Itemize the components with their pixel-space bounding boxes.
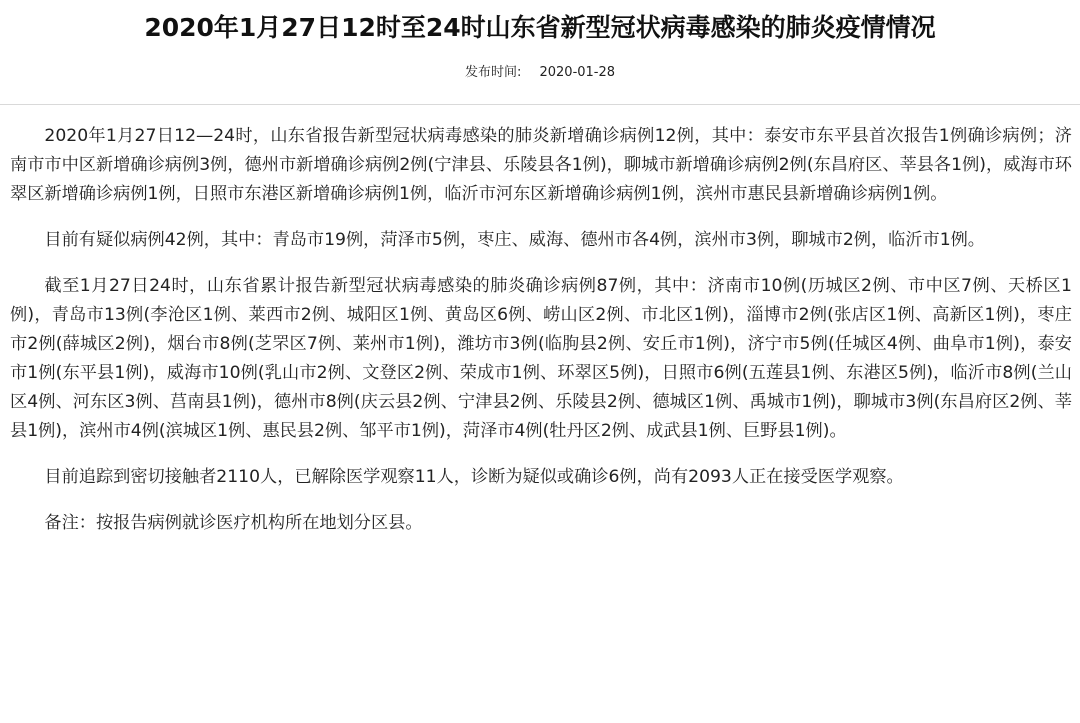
article-title: 2020年1月27日12时至24时山东省新型冠状病毒感染的肺炎疫情情况 bbox=[144, 13, 936, 42]
paragraph-cumulative-cases: 截至1月27日24时，山东省累计报告新型冠状病毒感染的肺炎确诊病例87例，其中：济南市10例(历城区2例、市中区7例、天桥区1例)，青岛市13例(李沧区1例、莱西市2例、城阳区1例、黄岛区6例、崂山区2例、市北区1例)，淄博市2例(张店区1例、高新区1例)，枣庄市2例(薛城区2例)，烟台市8例(芝罘区7例、莱州市1例)，潍坊市3例(临朐县2例、安丘市1例)，济宁市5例(任城区4例、曲阜市1例)，泰安市1例(东平县1例)，威海市10例(乳山市2例、文登区2例、荣成市1例、环翠区5例)，日照市6例(五莲县1例、东港区5例)，临沂市8例(兰山区4例、河东区3例、莒南县1例)，德州市8例(庆云县2例、宁津县2例、乐陵县2例、德城区1例、禹城市1例)，聊城市3例(东昌府区2例、莘县1例)，滨州市4例(滨城区1例、惠民县2例、邹平市1例)，菏泽市4例(牡丹区2例、成武县1例、巨野县1例)。 bbox=[10, 276, 1072, 441]
paragraph-close-contacts: 目前追踪到密切接触者2110人，已解除医学观察11人，诊断为疑似或确诊6例，尚有2093人正在接受医学观察。 bbox=[44, 467, 904, 487]
header-divider bbox=[0, 104, 1080, 105]
publish-label: 发布时间: bbox=[464, 65, 522, 80]
publish-info bbox=[0, 62, 1080, 84]
paragraph-note: 备注：按报告病例就诊医疗机构所在地划分区县。 bbox=[44, 513, 423, 533]
article-body bbox=[10, 122, 1072, 555]
paragraph-new-cases: 2020年1月27日12—24时，山东省报告新型冠状病毒感染的肺炎新增确诊病例12例，其中：泰安市东平县首次报告1例确诊病例；济南市市中区新增确诊病例3例，德州市新增确诊病例2例(宁津县、乐陵县各1例)，聊城市新增确诊病例2例(东昌府区、莘县各1例)，威海市环翠区新增确诊病例1例，日照市东港区新增确诊病例1例，临沂市河东区新增确诊病例1例，滨州市惠民县新增确诊病例1例。 bbox=[10, 126, 1072, 204]
publish-date: 2020-01-28 bbox=[539, 65, 616, 80]
paragraph-suspected-cases: 目前有疑似病例42例，其中：青岛市19例，菏泽市5例，枣庄、威海、德州市各4例，滨州市3例，聊城市2例，临沂市1例。 bbox=[44, 230, 985, 250]
